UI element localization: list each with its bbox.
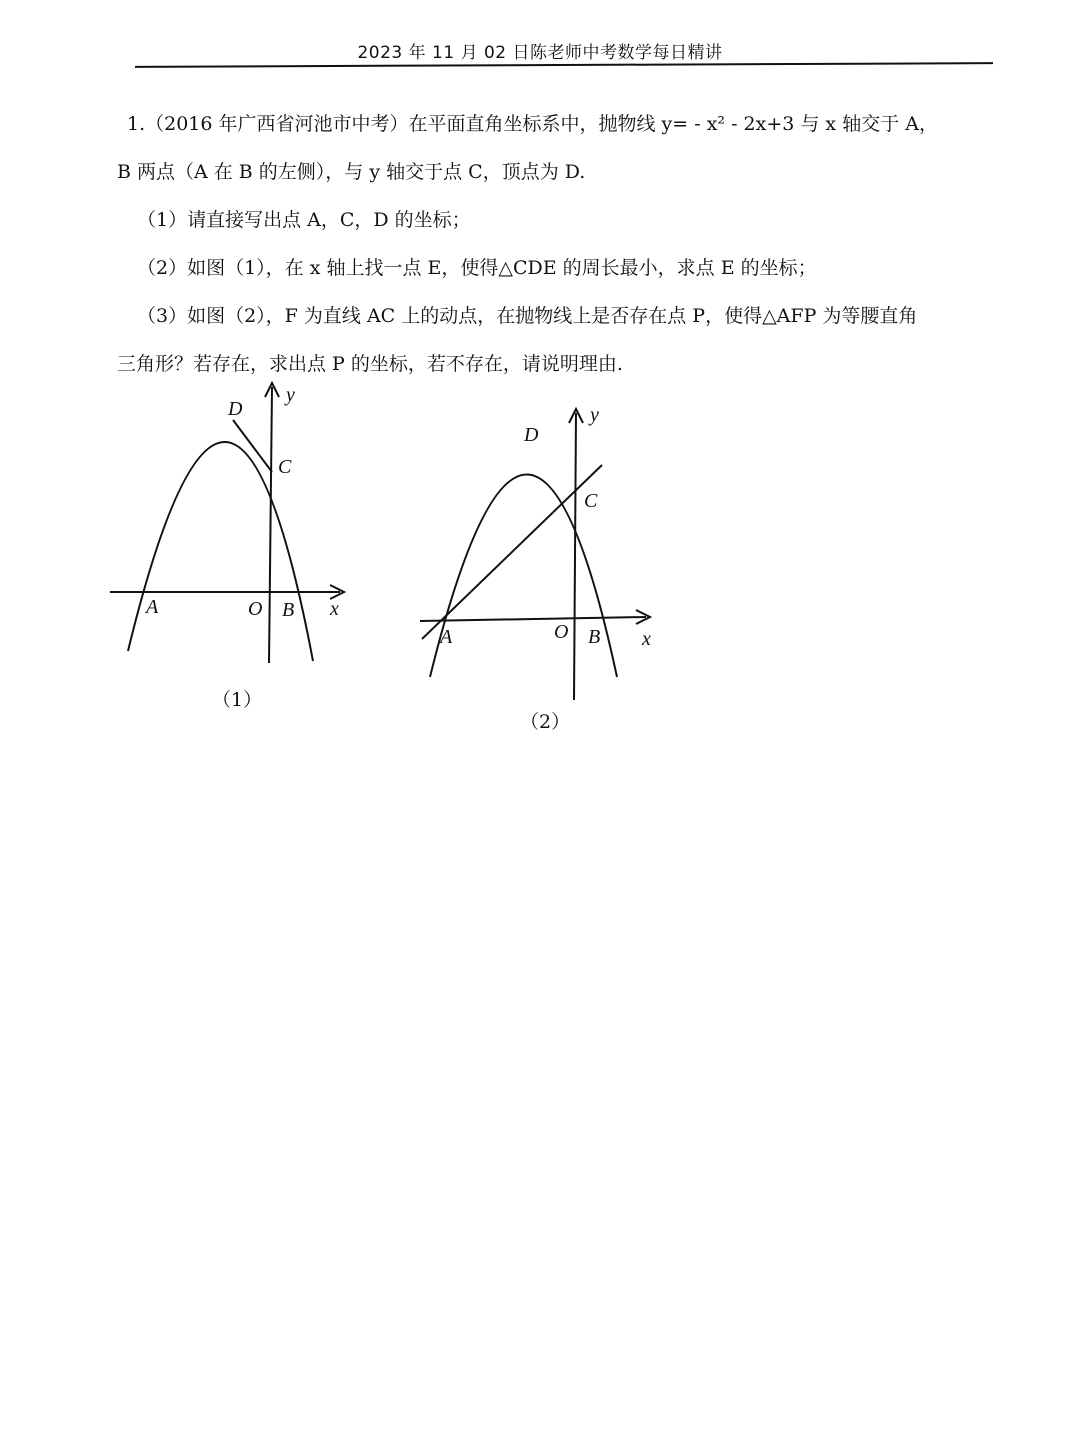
figure-1-label-c: C — [278, 456, 292, 478]
figure-2-caption: （2） — [520, 711, 571, 733]
figure-2-label-o: O — [554, 621, 569, 643]
figure-2-label-b: B — [588, 626, 601, 648]
figure-2-label-d: D — [524, 424, 539, 446]
problem-statement-line-2: B 两点（A 在 B 的左侧），与 y 轴交于点 C，顶点为 D. — [117, 161, 586, 183]
question-part-1: （1）请直接写出点 A，C，D 的坐标； — [137, 209, 471, 231]
question-part-2: （2）如图（1），在 x 轴上找一点 E，使得△CDE 的周长最小，求点 E 的坐标； — [137, 257, 817, 279]
problem-statement-line-1: 1.（2016 年广西省河池市中考）在平面直角坐标系中，抛物线 y= - x² - 2x+3 与 x 轴交于 A， — [127, 113, 938, 135]
figure-1-label-y: y — [286, 384, 295, 406]
figure-1 — [100, 375, 360, 711]
figure-2-label-a: A — [440, 626, 453, 648]
figure-2-label-c: C — [584, 490, 598, 512]
page-header: 2023 年 11 月 02 日陈老师中考数学每日精讲 — [357, 43, 723, 63]
question-part-3-line-1: （3）如图（2），F 为直线 AC 上的动点，在抛物线上是否存在点 P，使得△AFP 为等腰直角 — [137, 305, 918, 327]
figure-1-label-x: x — [330, 598, 339, 620]
figure-2-label-y: y — [590, 404, 599, 426]
figure-2-x-axis — [420, 617, 646, 621]
figure-1-y-axis — [269, 387, 272, 663]
figure-2-label-x: x — [642, 628, 651, 650]
figure-2-diagram — [410, 395, 670, 695]
figure-1-label-b: B — [282, 599, 295, 621]
figure-1-label-d: D — [228, 398, 243, 420]
question-part-3-line-2: 三角形？若存在，求出点 P 的坐标，若不存在，请说明理由. — [117, 353, 623, 375]
figure-1-diagram — [100, 375, 360, 675]
figure-1-label-o: O — [248, 598, 263, 620]
figure-1-label-a: A — [146, 596, 159, 618]
figure-2 — [410, 395, 670, 733]
figure-1-caption: （1） — [212, 689, 263, 711]
problem-text — [115, 100, 1005, 388]
figure-2-y-axis — [574, 413, 576, 700]
